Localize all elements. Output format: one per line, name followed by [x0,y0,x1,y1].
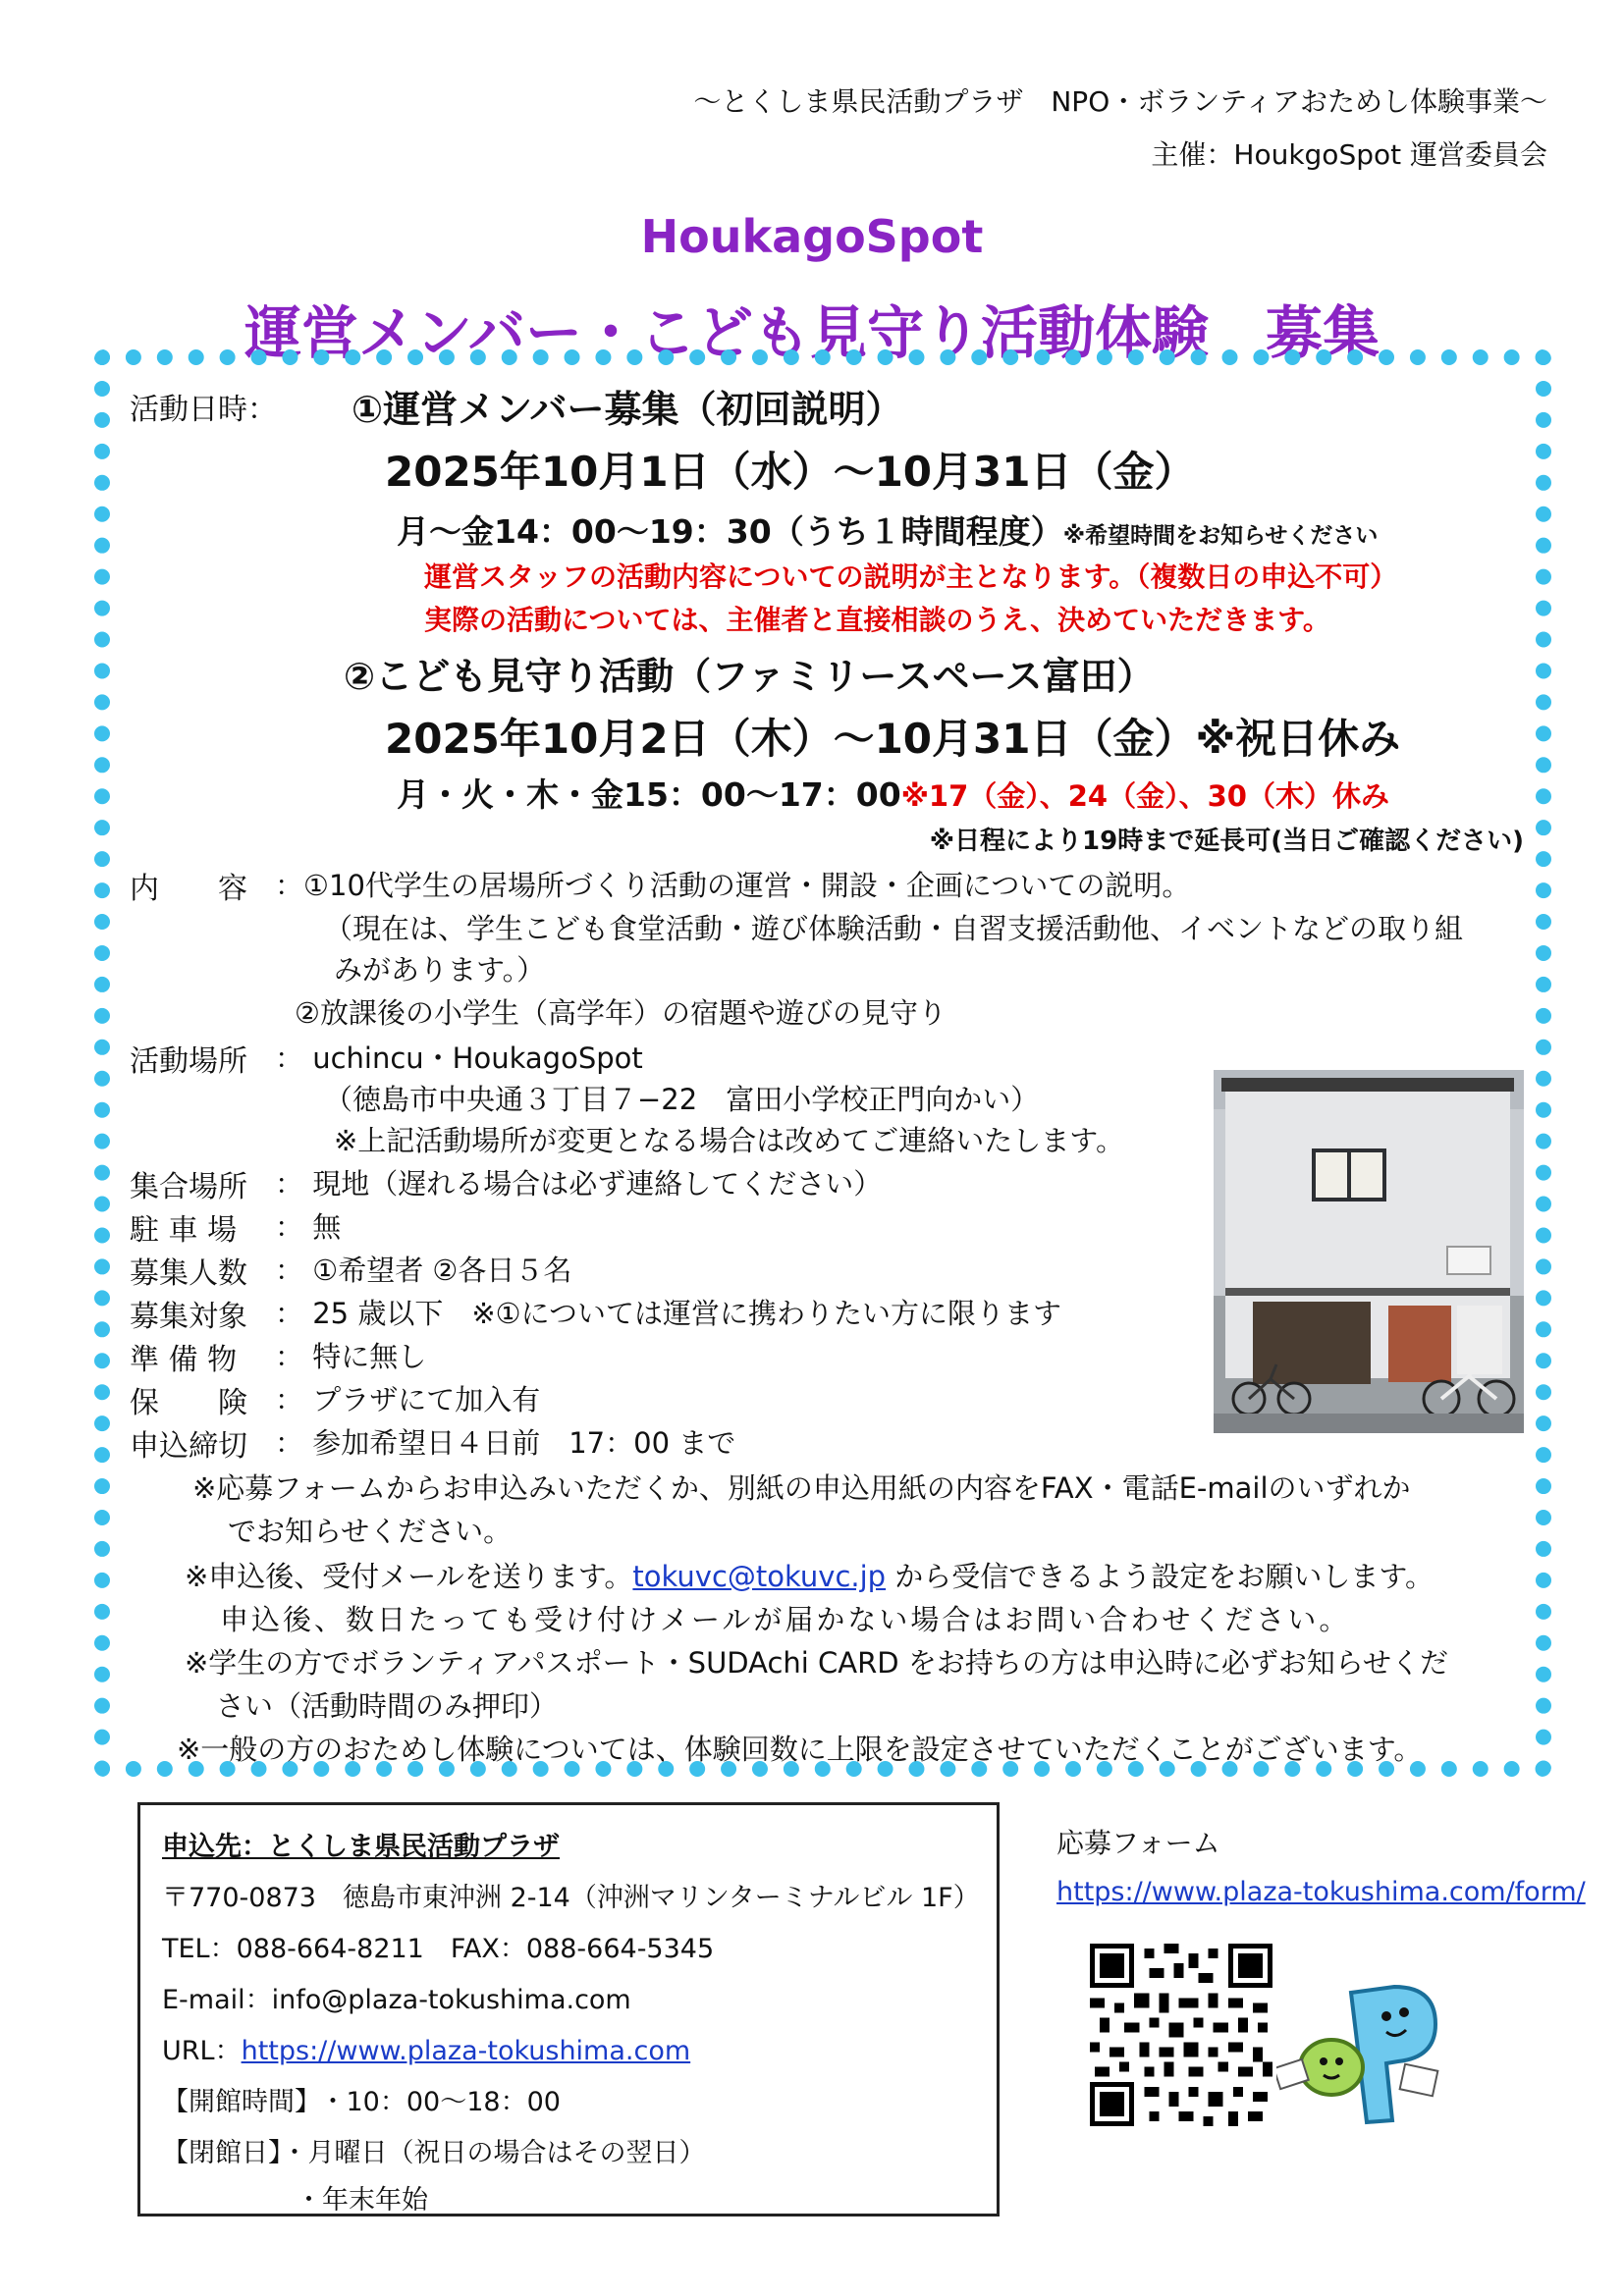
form-url-link[interactable]: https://www.plaza-tokushima.com/form/ [1056,1877,1586,1907]
schedule-item1-note2: 実際の活動については、主催者と直接相談のうえ、決めていただきます。 [424,604,1330,636]
note4-line1: ※学生の方でボランティアパスポート・SUDAchi CARD をお持ちの方は申込時に必ずお知らせくだ [185,1646,1448,1680]
capacity-label: 募集人数 [130,1256,247,1291]
page-title: 運営メンバー・こども見守り活動体験 募集 [244,299,1380,366]
organizer: 主催：HoukgoSpot 運営委員会 [1151,138,1547,171]
plaza-mascot-icon [1276,1973,1451,2138]
note2-text-a: ※申込後、受付メールを送ります。 [185,1560,633,1593]
schedule-item1-note1: 運営スタッフの活動内容についての説明が主となります。（複数日の申込不可） [424,561,1398,593]
qr-code-icon[interactable] [1090,1944,1272,2126]
closed-days-row [162,2131,706,2169]
meeting-label: 集合場所 [130,1170,247,1204]
content-line4: ②放課後の小学生（高学年）の宿題や遊びの見守り [295,996,947,1030]
deadline-value: ： 参加希望日４日前 17：00 まで [275,1426,736,1460]
items-label: 準 備 物 [130,1343,238,1377]
insurance-value: ： プラザにて加入有 [275,1383,541,1416]
parking-label: 駐 車 場 [130,1213,238,1248]
content-line3: みがあります。） [334,953,546,987]
content-label: 内 容 [130,872,247,906]
location-note: ※上記活動場所が変更となる場合は改めてご連絡いたします。 [334,1124,1124,1157]
schedule-item1-time-note: ※希望時間をお知らせください [1062,523,1379,549]
closed-days-label: 【閉館日】 [162,2138,282,2168]
closed-days-1: ・月曜日（祝日の場合はその翌日） [281,2138,706,2168]
capacity-value: ： ①希望者 ②各日５名 [275,1254,572,1287]
building-photo [1214,1070,1524,1433]
note1-line2: でお知らせください。 [228,1515,513,1548]
schedule-item2-extend: ※日程により19時まで延長可(当日ご確認ください) [929,827,1524,856]
schedule-item1-dates: 2025年10月1日（水）～10月31日（金） [385,448,1196,496]
contact-phone: TEL：088-664-8211 FAX：088-664-5345 [162,1934,715,1964]
note5: ※一般の方のおためし体験については、体験回数に上限を設定させていただくことがございます。 [177,1733,1423,1766]
contact-url-link[interactable]: https://www.plaza-tokushima.com [241,2036,691,2066]
content-line1: ：①10代学生の居場所づくり活動の運営・開設・企画についての説明。 [275,869,1191,902]
content-line2: （現在は、学生こども食堂活動・遊び体験活動・自習支援活動他、イベントなどの取り組 [324,912,1464,945]
opening-hours-row [162,2080,561,2118]
schedule-item1-time-row [397,507,1378,553]
schedule-item2-time: 月・火・木・金15：00～17：00 [397,775,901,814]
schedule-item2-closed: ※17（金）、24（金）、30（木）休み [900,779,1389,813]
parking-value: ： 無 [275,1210,342,1244]
schedule-item2-time-row [397,770,1389,816]
contact-heading: 申込先：とくしま県民活動プラザ [162,1832,560,1862]
opening-hours-value: ・10：00～18：00 [319,2087,561,2117]
schedule-label: 活動日時： [130,393,277,427]
note3: 申込後、数日たっても受け付けメールが届かない場合はお問い合わせください。 [220,1603,1351,1636]
contact-address: 〒770-0873 徳島市東沖洲 2-14（沖洲マリンターミナルビル 1F） [162,1883,980,1913]
location-label: 活動場所 [130,1044,247,1079]
schedule-item2-heading: ②こども見守り活動（ファミリースペース富田） [344,655,1155,698]
schedule-item1-time: 月～金14：00～19：30（うち１時間程度） [397,512,1063,551]
closed-days-2: ・年末年始 [296,2185,428,2216]
target-value: ： 25 歳以下 ※①については運営に携わりたい方に限ります [275,1297,1062,1330]
contact-url-row [162,2029,690,2067]
contact-box [137,1802,1000,2216]
items-value: ： 特に無し [275,1340,427,1373]
schedule-item2-dates: 2025年10月2日（木）～10月31日（金）※祝日休み [385,715,1401,763]
deadline-label: 申込締切 [130,1429,247,1464]
target-label: 募集対象 [130,1300,247,1334]
insurance-label: 保 険 [130,1386,247,1420]
form-label: 応募フォーム [1056,1827,1220,1859]
meeting-value: ： 現地（遅れる場合は必ず連絡してください） [275,1167,883,1201]
note2-line [185,1555,1434,1595]
opening-hours-label: 【開館時間】 [162,2087,308,2117]
program-name: ～とくしま県民活動プラザ NPO・ボランティアおためし体験事業～ [693,85,1547,118]
brand-title: HoukagoSpot [640,210,984,263]
note2-text-b: から受信できるよう設定をお願いします。 [886,1560,1434,1593]
reply-email-link[interactable]: tokuvc@tokuvc.jp [632,1560,887,1593]
note4-line2: さい（活動時間のみ押印） [216,1689,559,1723]
location-name: ： uchincu・HoukagoSpot [275,1041,643,1075]
schedule-item1-heading: ①運営メンバー募集（初回説明） [352,388,903,431]
contact-email: E-mail：info@plaza-tokushima.com [162,1985,631,2015]
note1-line1: ※応募フォームからお申込みいただくか、別紙の申込用紙の内容をFAX・電話E-mailのいずれか [192,1471,1411,1505]
contact-url-label: URL： [162,2036,242,2066]
location-address: （徳島市中央通３丁目７−22 富田小学校正門向かい） [324,1083,1040,1116]
